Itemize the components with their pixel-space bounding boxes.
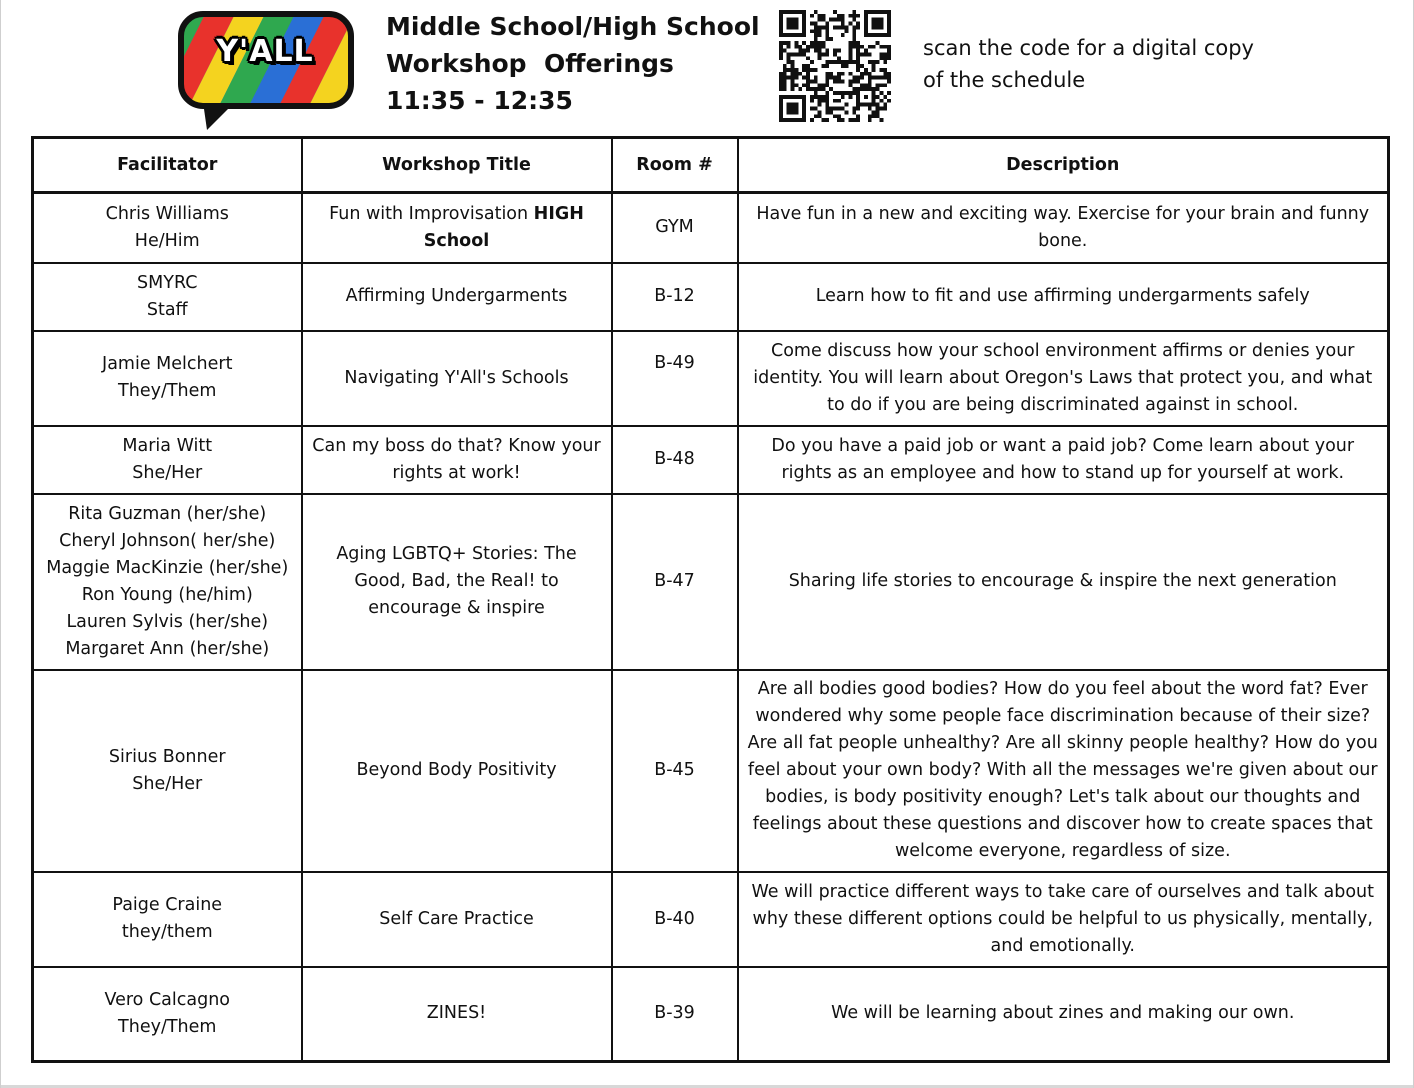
- scan-instructions: [923, 32, 1323, 96]
- facilitator-pronouns: She/Her: [132, 462, 203, 483]
- facilitator-cell: [33, 967, 302, 1062]
- schedule-table: [31, 136, 1390, 1063]
- description-cell: Sharing life stories to encourage & inspire the next generation: [738, 494, 1389, 670]
- facilitator-pronouns: They/Them: [118, 381, 217, 401]
- title-line: Middle School/High School: [386, 12, 760, 41]
- workshop-title-cell: Affirming Undergarments: [302, 263, 612, 331]
- workshop-title-cell: Beyond Body Positivity: [302, 670, 612, 872]
- facilitator-name: Maggie MacKinzie (her/she): [46, 557, 289, 578]
- table-row: [33, 426, 1389, 494]
- column-header-workshop-title: Workshop Title: [302, 138, 612, 193]
- title-line: Workshop Offerings: [386, 49, 674, 78]
- workshop-title: Fun with Improvisation: [329, 203, 534, 224]
- facilitator-pronouns: They/Them: [118, 1016, 217, 1037]
- workshop-title-cell: Navigating Y'All's Schools: [302, 331, 612, 426]
- room-cell: B-49: [612, 331, 738, 426]
- workshop-title-cell: Aging LGBTQ+ Stories: The Good, Bad, the Real! to encourage & inspire: [302, 494, 612, 670]
- description-cell: Have fun in a new and exciting way. Exercise for your brain and funny bone.: [738, 193, 1389, 263]
- facilitator-name: Maria Witt: [122, 435, 213, 456]
- table-row: [33, 193, 1389, 263]
- table-row: [33, 263, 1389, 331]
- facilitator-name: Rita Guzman (her/she): [68, 503, 267, 524]
- facilitator-name: Vero Calcagno: [104, 989, 231, 1010]
- facilitator-cell: [33, 193, 302, 263]
- facilitator-pronouns: they/them: [121, 922, 213, 942]
- facilitator-name: SMYRC: [137, 272, 198, 293]
- column-header-facilitator: Facilitator: [33, 138, 302, 193]
- facilitator-name: Chris Williams: [105, 203, 229, 224]
- facilitator-pronouns: Staff: [146, 299, 188, 320]
- table-header-row: [33, 138, 1389, 193]
- table-row: [33, 494, 1389, 670]
- speech-bubble-icon: [173, 8, 357, 132]
- facilitator-name: Ron Young (he/him): [81, 584, 253, 605]
- yall-logo: [173, 8, 357, 132]
- room-cell: B-47: [612, 494, 738, 670]
- facilitator-cell: [33, 426, 302, 494]
- table-row: [33, 872, 1389, 967]
- description-cell: Do you have a paid job or want a paid job? Come learn about your rights as an employee and how to stand up for yourself at work.: [738, 426, 1389, 494]
- description-cell: Are all bodies good bodies? How do you feel about the word fat? Ever wondered why some people face discrimination because of their size? Are all fat people unhealthy? Are all skinny people healthy? How do you feel about your own body? With all the messages we're given about our bodies, is body positivity enough? Let's talk about our thoughts and feelings about these questions and discover how to create spaces that welcome everyone, regardless of size.: [738, 670, 1389, 872]
- facilitator-name: Lauren Sylvis (her/she): [66, 611, 269, 632]
- facilitator-pronouns: He/Him: [134, 230, 200, 251]
- facilitator-cell: [33, 872, 302, 967]
- table-row: [33, 967, 1389, 1062]
- room-cell: B-12: [612, 263, 738, 331]
- scan-line: scan the code for a digital copy: [923, 36, 1254, 60]
- workshop-title-cell: Self Care Practice: [302, 872, 612, 967]
- description-cell: We will practice different ways to take care of ourselves and talk about why these different options could be helpful to us physically, mentally, and emotionally.: [738, 872, 1389, 967]
- room-cell: B-39: [612, 967, 738, 1062]
- table-row: [33, 670, 1389, 872]
- facilitator-name: Sirius Bonner: [108, 746, 226, 767]
- facilitator-pronouns: She/Her: [132, 773, 203, 794]
- description-cell: Learn how to fit and use affirming undergarments safely: [738, 263, 1389, 331]
- facilitator-name: Margaret Ann (her/she): [65, 638, 270, 659]
- column-header-room: Room #: [612, 138, 738, 193]
- description-cell: Come discuss how your school environment affirms or denies your identity. You will learn about Oregon's Laws that protect you, and what to do if you are being discriminated against in school.: [738, 331, 1389, 426]
- table-row: [33, 331, 1389, 426]
- facilitator-name: Jamie Melchert: [102, 354, 233, 374]
- facilitator-name: Paige Craine: [112, 895, 223, 915]
- workshop-title-cell: ZINES!: [302, 967, 612, 1062]
- scan-line: of the schedule: [923, 68, 1086, 92]
- room-cell: GYM: [612, 193, 738, 263]
- facilitator-cell: [33, 494, 302, 670]
- workshop-title-bold: HIGH School: [423, 203, 584, 251]
- workshop-title-cell: [302, 193, 612, 263]
- facilitator-cell: [33, 670, 302, 872]
- title-line: 11:35 - 12:35: [386, 86, 573, 115]
- facilitator-cell: [33, 331, 302, 426]
- qr-code-icon[interactable]: [778, 10, 892, 122]
- room-cell: B-45: [612, 670, 738, 872]
- facilitator-cell: [33, 263, 302, 331]
- logo-text: Y'ALL: [216, 34, 314, 69]
- column-header-description: Description: [738, 138, 1389, 193]
- room-cell: B-48: [612, 426, 738, 494]
- description-cell: We will be learning about zines and making our own.: [738, 967, 1389, 1062]
- workshop-title-cell: Can my boss do that? Know your rights at work!: [302, 426, 612, 494]
- room-cell: B-40: [612, 872, 738, 967]
- facilitator-name: Cheryl Johnson( her/she): [59, 530, 276, 551]
- page-title: [386, 8, 766, 119]
